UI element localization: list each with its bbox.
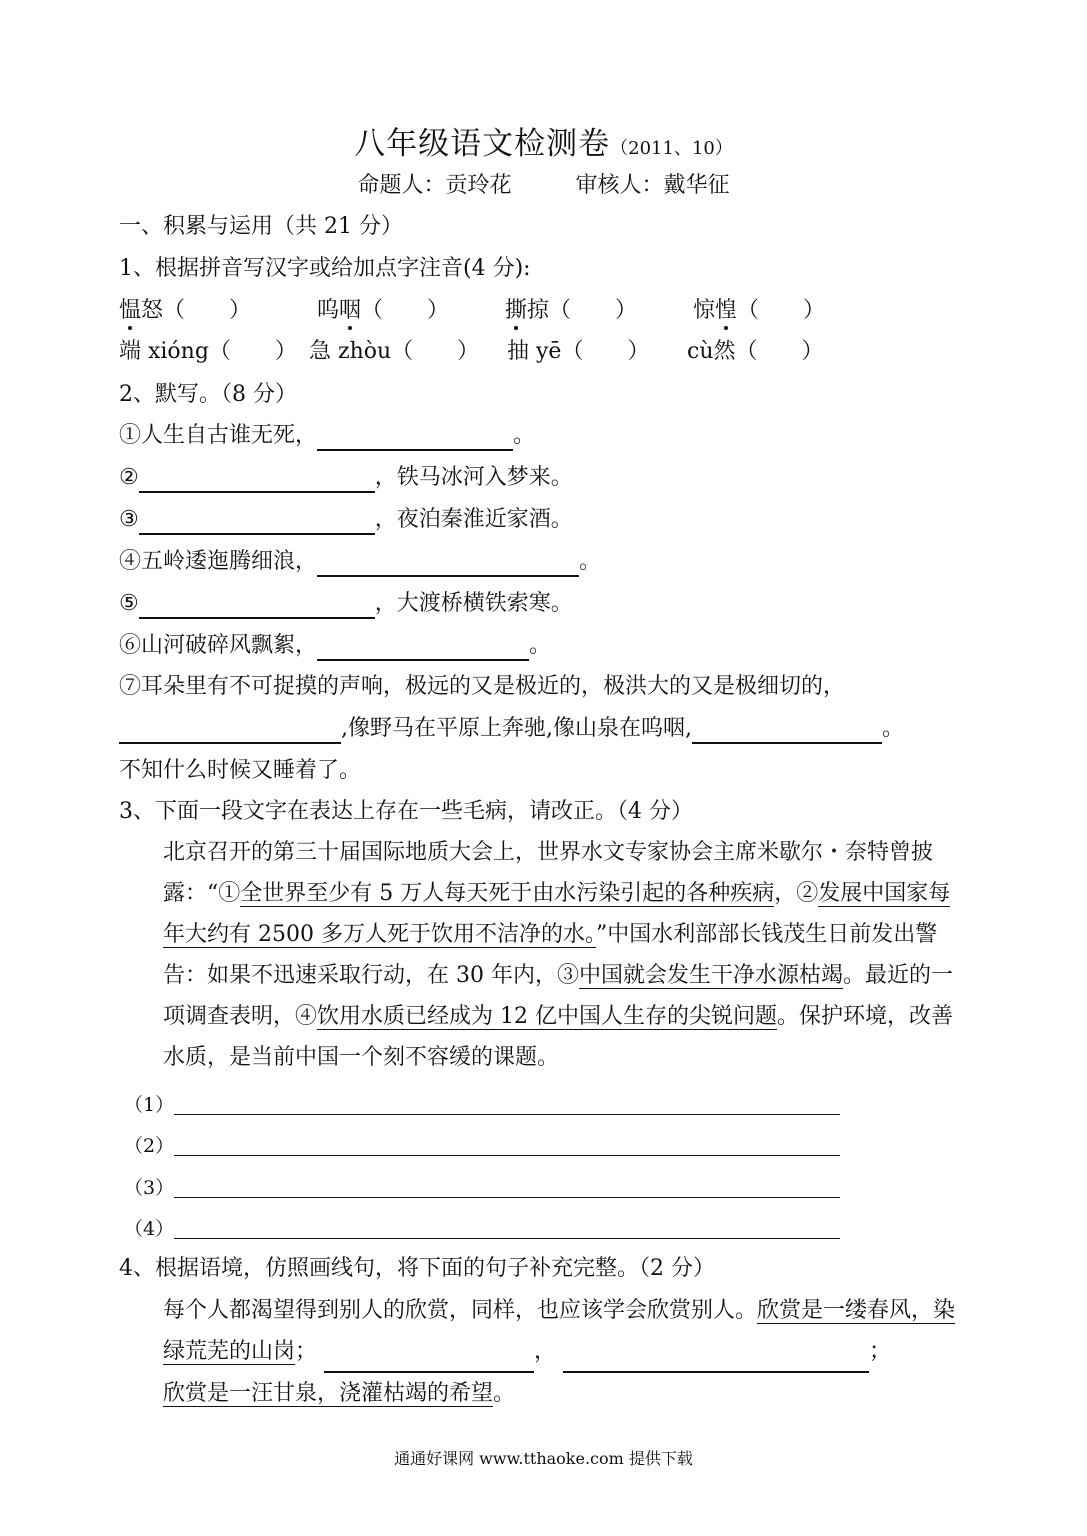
q3-answer-row: （3） xyxy=(124,1173,174,1200)
underlined-sentence-b: 欣赏是一汪甘泉，浇灌枯竭的希望 xyxy=(163,1381,494,1406)
q1-item: 抽 yē（ ） xyxy=(507,339,650,364)
q1-item: cù然（ ） xyxy=(687,339,824,364)
q2-line-7c: 不知什么时候又睡着了。 xyxy=(119,758,362,783)
q1-row1 xyxy=(119,296,825,326)
underlined-sentence-a: 欣赏是一缕春风，染绿荒芜的山岗 xyxy=(163,1298,956,1364)
reviewer-name: 审核人：戴华征 xyxy=(575,173,730,198)
q1-item: 急 zhòu（ ） xyxy=(309,339,480,364)
answer-line[interactable] xyxy=(174,1197,840,1198)
q1-item: 撕掠（ ） xyxy=(505,296,693,326)
q2-line-7a: ⑦耳朵里有不可捉摸的声响，极远的又是极近的，极洪大的又是极细切的， xyxy=(119,674,846,699)
q2-line-4: ④五岭逶迤腾细浪， 。 xyxy=(119,547,601,577)
q2-line-6: ⑥山河破碎风飘絮， 。 xyxy=(119,631,551,661)
q2-line-7b: ,像野马在平原上奔驰,像山泉在呜咽, 。 xyxy=(119,714,904,744)
q2-prompt: 2、默写。（8 分） xyxy=(119,382,297,407)
answer-blank[interactable] xyxy=(324,1347,534,1373)
answer-line[interactable] xyxy=(174,1114,840,1115)
dotted-char: 惶 xyxy=(715,296,737,326)
q1-item: 呜咽（ ） xyxy=(317,296,505,326)
answer-blank[interactable] xyxy=(139,509,375,535)
underlined-sentence-3: 中国就会发生干净水源枯竭 xyxy=(578,963,843,988)
underlined-sentence-1: 全世界至少有 5 万人每天死于由水污染引起的各种疾病 xyxy=(240,881,775,906)
q4-passage: 每个人都渴望得到别人的欣赏，同样，也应该学会欣赏别人。欣赏是一缕春风，染绿荒芜的山岗； ， ； 欣赏是一汪甘泉，浇灌枯竭的希望。 xyxy=(163,1298,956,1406)
q1-prompt: 1、根据拼音写汉字或给加点字注音(4 分): xyxy=(119,256,531,281)
q2-line-3: ③ ，夜泊秦淮近家酒。 xyxy=(119,505,573,535)
q1-item: 惊惶（ ） xyxy=(693,296,825,326)
authors-line xyxy=(0,168,1087,199)
answer-blank[interactable] xyxy=(139,593,375,619)
q3-answer-row: （1） xyxy=(124,1090,174,1117)
answer-line[interactable] xyxy=(174,1238,840,1239)
answer-line[interactable] xyxy=(174,1155,840,1156)
exam-title xyxy=(0,118,1087,163)
q3-prompt: 3、下面一段文字在表达上存在一些毛病，请改正。（4 分） xyxy=(119,799,693,824)
title-main: 八年级语文检测卷 xyxy=(354,126,611,162)
title-date: （2011、10） xyxy=(610,138,733,159)
q3-passage: 北京召开的第三十届国际地质大会上，世界水文专家协会主席米歇尔・奈特曾披露：“①全世界至少有 5 万人每天死于由水污染引起的各种疾病，②发展中国家每年大约有 2500 多万人死于饮用不洁净的水。”中国水利部部长钱茂生日前发出警告：如果不迅速采取行动，在 30 年内，③中国就会发生干净水源枯竭。最近的一项调查表明，④饮用水质已经成为 12 亿中国人生存的尖锐问题。保护环境，改善水质，是当前中国一个刻不容缓的课题。 xyxy=(163,840,954,1070)
q2-line-5: ⑤ ，大渡桥横铁索寒。 xyxy=(119,589,573,619)
underlined-sentence-4: 饮用水质已经成为 12 亿中国人生存的尖锐问题 xyxy=(317,1004,777,1029)
answer-blank[interactable] xyxy=(139,467,375,493)
underlined-sentence-2: 发展中国家每年大约有 2500 多万人死于饮用不洁净的水。 xyxy=(163,881,951,947)
q1-row2 xyxy=(119,337,824,367)
answer-blank[interactable] xyxy=(692,718,882,744)
answer-blank[interactable] xyxy=(563,1347,869,1373)
setter-name: 命题人：贡玲花 xyxy=(357,173,512,198)
footer-source: 通通好课网 www.tthaoke.com 提供下载 xyxy=(394,1449,693,1468)
q4-prompt: 4、根据语境，仿照画线句，将下面的句子补充完整。（2 分） xyxy=(119,1256,715,1281)
q1-item: 愠怒（ ） xyxy=(119,296,317,326)
dotted-char: 咽 xyxy=(339,296,361,326)
q1-item: 端 xióng（ ） xyxy=(119,339,297,364)
answer-blank[interactable] xyxy=(317,635,529,661)
q3-answer-row: （4） xyxy=(124,1214,174,1241)
dotted-char: 愠 xyxy=(119,296,141,326)
section-heading: 一、积累与运用（共 21 分） xyxy=(119,214,403,239)
q2-line-1: ①人生自古谁无死， 。 xyxy=(119,421,535,451)
dotted-char: 撕 xyxy=(505,296,527,326)
answer-blank[interactable] xyxy=(317,425,513,451)
answer-blank[interactable] xyxy=(317,551,579,577)
q2-line-2: ② ，铁马冰河入梦来。 xyxy=(119,463,573,493)
q3-answer-row: （2） xyxy=(124,1131,174,1158)
answer-blank[interactable] xyxy=(119,718,341,744)
